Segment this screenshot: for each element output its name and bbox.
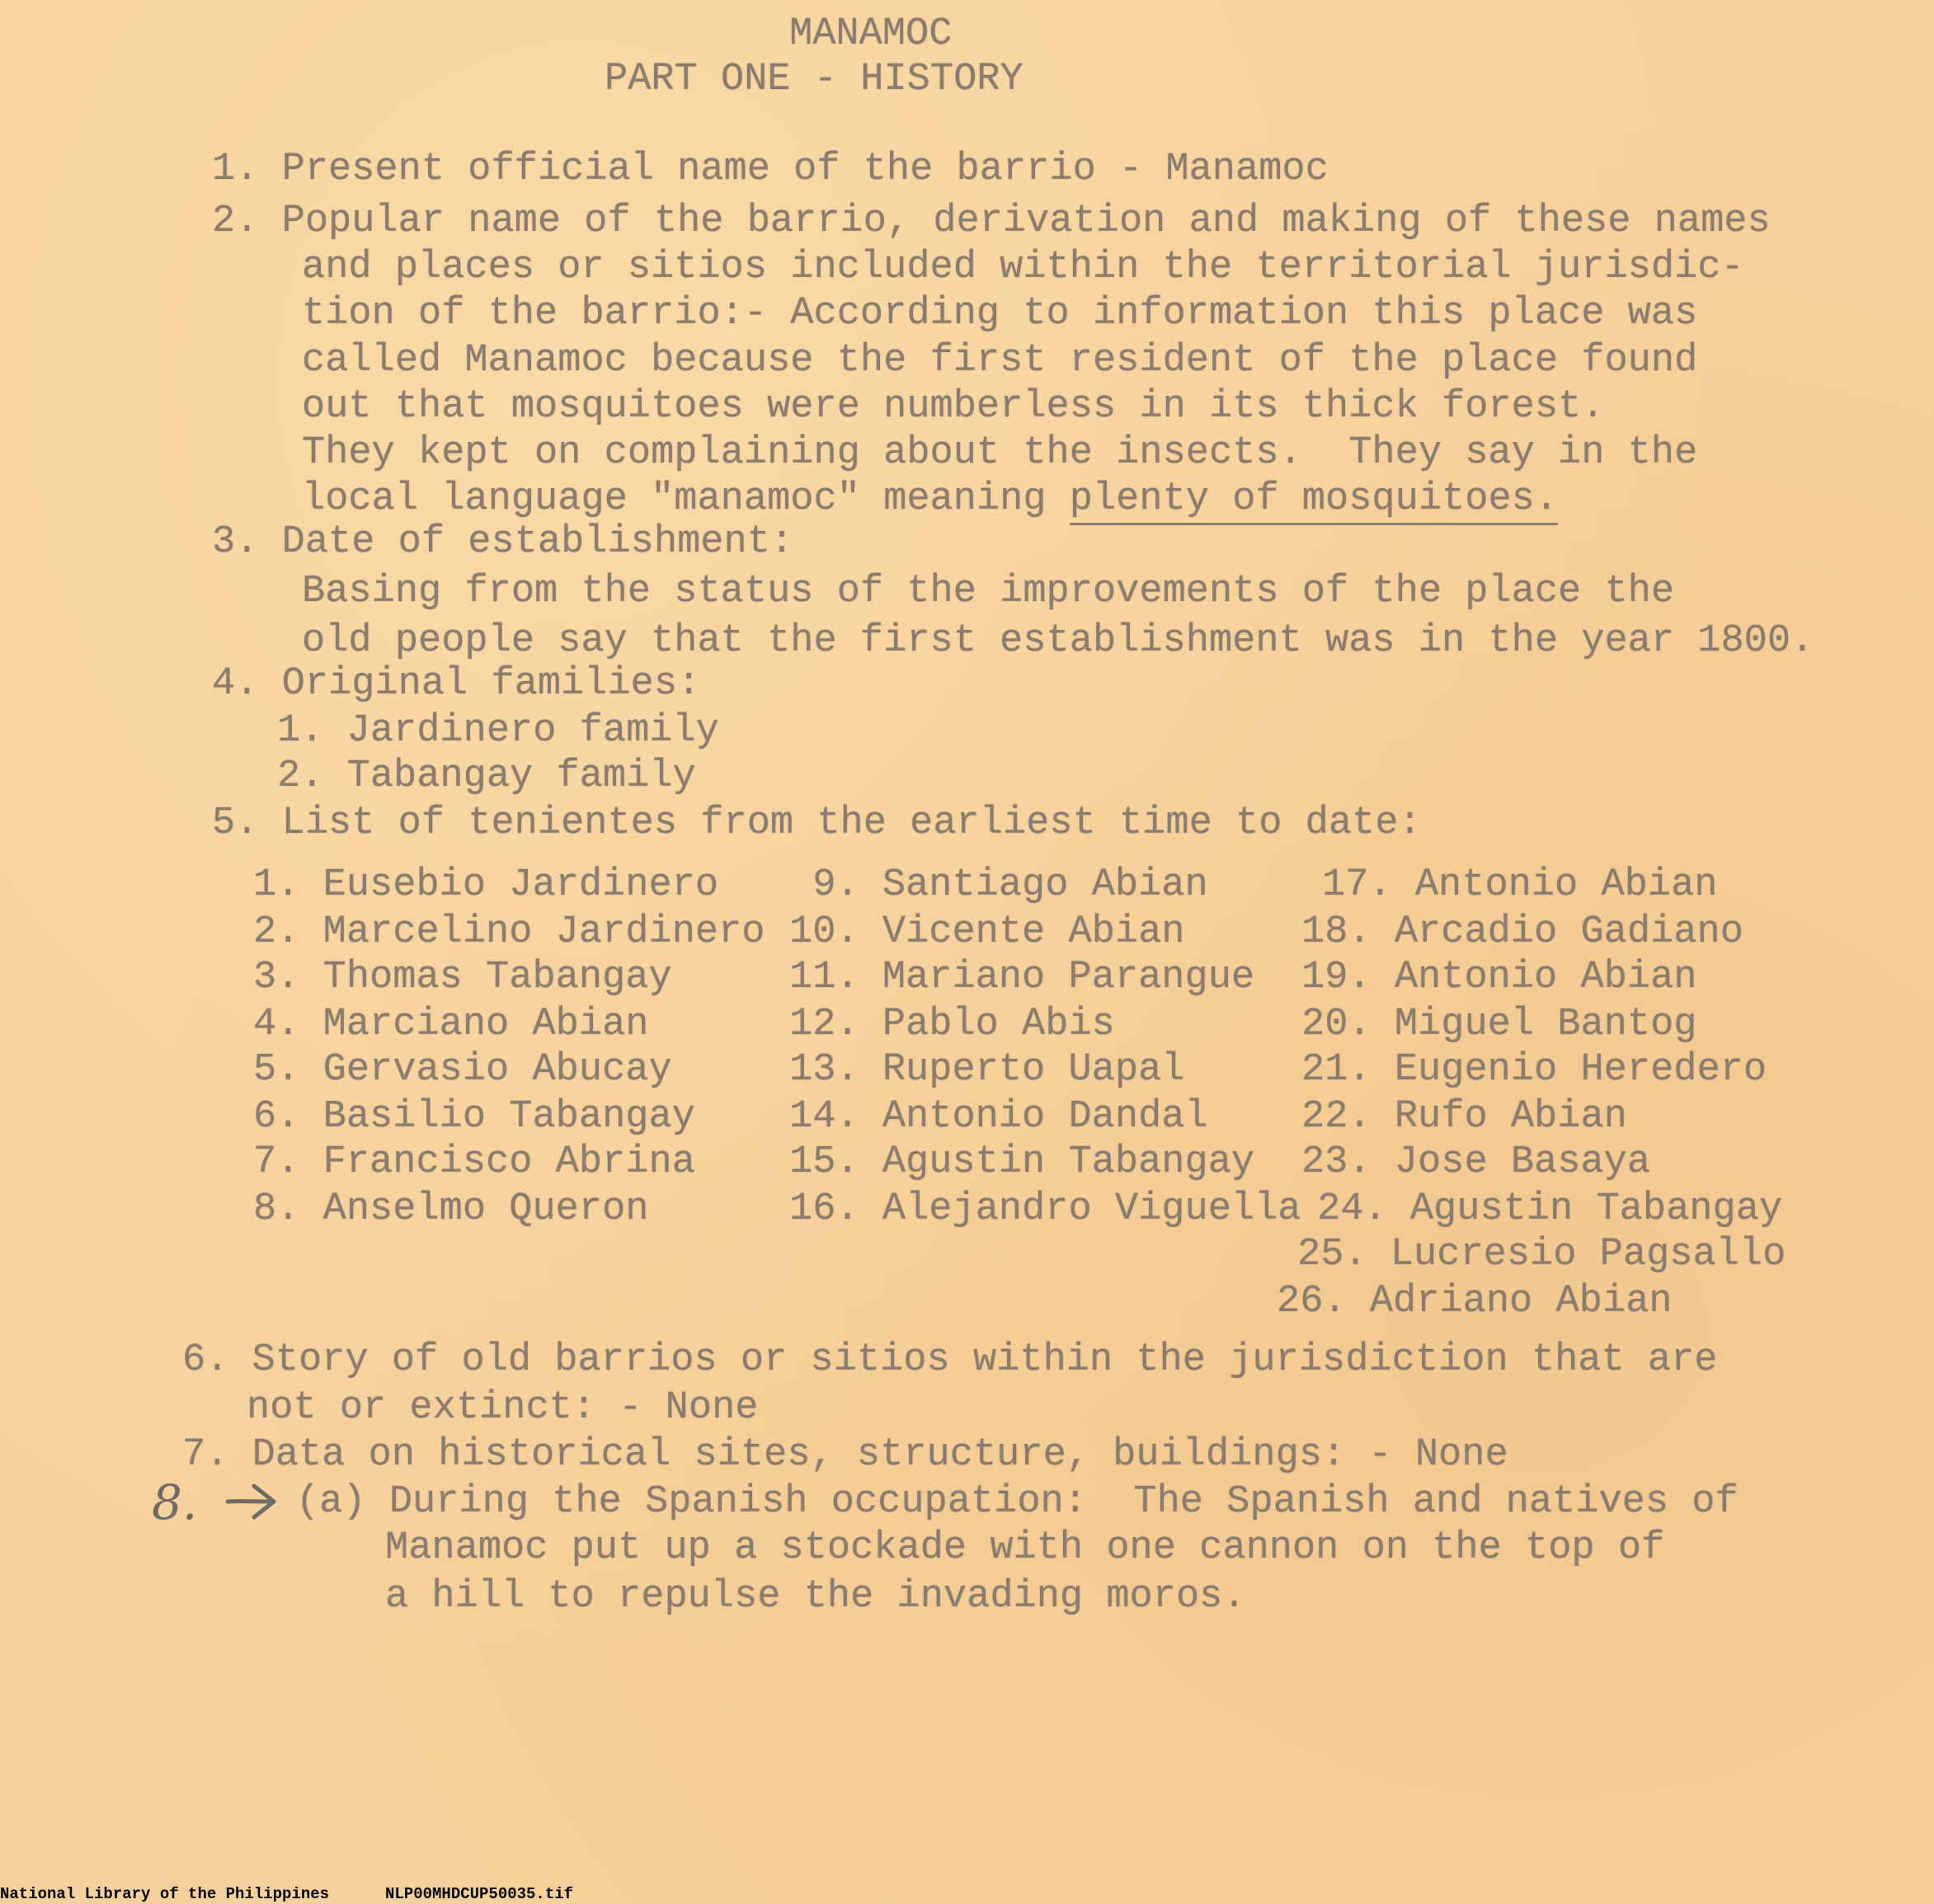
teniente-name: Adriano Abian [1369,1280,1673,1323]
teniente-number: 12. [789,1003,859,1046]
teniente-name: Santiago Abian [882,863,1208,907]
footer-library-name: National Library of the Philippines [0,1885,330,1903]
item-4-heading: 4. Original families: [212,662,701,706]
handwritten-arrow-icon [224,1481,279,1522]
teniente-name: Miguel Bantog [1394,1003,1697,1046]
teniente-number: 10. [789,910,859,954]
teniente-entry [1301,1094,1627,1140]
teniente-name: Marciano Abian [322,1003,649,1046]
teniente-entry [1277,1279,1673,1325]
teniente-name: Agustin Tabangay [1409,1187,1783,1231]
teniente-number: 24. [1317,1187,1387,1231]
teniente-name: Antonio Abian [1414,863,1718,907]
teniente-entry [1297,1232,1786,1278]
family-entry: 1. Jardinero family [277,709,719,753]
teniente-number: 15. [789,1140,859,1184]
item-2-line: tion of the barrio:- According to information this place was [302,292,1698,336]
teniente-number: 6. [253,1095,300,1139]
teniente-entry [1301,955,1697,1001]
teniente-number: 19. [1301,956,1372,999]
teniente-number: 16. [789,1187,859,1231]
teniente-number: 23. [1301,1140,1372,1184]
teniente-name: Marcelino Jardinero [322,910,765,954]
teniente-number: 20. [1301,1003,1372,1046]
teniente-name: Mariano Parangue [882,956,1255,999]
teniente-name: Rufo Abian [1394,1095,1627,1139]
teniente-number: 25. [1297,1233,1367,1276]
teniente-entry [1301,1140,1650,1186]
teniente-name: Alejandro Viguella [882,1187,1301,1231]
item-8-line: (a) During the Spanish occupation: The Spanish and natives of [296,1480,1739,1524]
document-title: MANAMOC [789,12,953,56]
teniente-name: Agustin Tabangay [882,1140,1255,1184]
teniente-entry [789,863,1208,909]
teniente-number: 5. [253,1048,300,1092]
teniente-name: Antonio Abian [1394,956,1697,999]
teniente-entry [253,1187,649,1233]
item-3-line: Basing from the status of the improvements of the place the [302,570,1675,614]
teniente-entry [1322,863,1718,909]
teniente-entry [1301,1047,1767,1093]
teniente-number: 13. [789,1048,859,1092]
teniente-entry [253,863,718,909]
teniente-name: Gervasio Abucay [322,1048,672,1092]
teniente-number: 8. [253,1187,300,1231]
handwritten-number: 8. [152,1474,198,1530]
item-2-line: and places or sitios included within the territorial jurisdic- [302,246,1744,289]
teniente-entry [1317,1187,1782,1233]
teniente-number: 9. [812,863,859,907]
teniente-entry [789,955,1254,1001]
item-7-historical-sites: 7. Data on historical sites, structure, buildings: - None [182,1433,1508,1477]
item-8-line: a hill to repulse the invading moros. [385,1575,1246,1619]
teniente-entry [253,1002,649,1048]
teniente-name: Jose Basaya [1394,1140,1651,1184]
item-2-line-text: local language "manamoc" meaning [302,477,1070,521]
teniente-entry [789,910,1185,956]
item-2-line [302,477,1558,523]
teniente-name: Vicente Abian [882,910,1185,954]
teniente-number: 22. [1301,1095,1372,1139]
teniente-entry [789,1047,1185,1093]
teniente-entry [789,1187,1301,1233]
footer-filename: NLP00MHDCUP50035.tif [385,1885,574,1903]
teniente-number: 21. [1301,1048,1372,1092]
teniente-name: Anselmo Queron [322,1187,649,1231]
teniente-name: Eugenio Heredero [1394,1048,1767,1092]
teniente-number: 2. [253,910,300,954]
teniente-number: 1. [253,863,300,907]
teniente-number: 7. [253,1140,300,1184]
item-2-line: They kept on complaining about the insects. They say in the [302,431,1698,475]
teniente-name: Lucresio Pagsallo [1390,1233,1786,1276]
teniente-entry [253,1140,695,1186]
teniente-name: Pablo Abis [882,1003,1115,1046]
teniente-entry [1301,1002,1697,1048]
teniente-entry [253,1047,672,1093]
underlined-meaning: plenty of mosquitoes. [1070,477,1558,525]
item-8-line: Manamoc put up a stockade with one cannon on the top of [385,1526,1665,1570]
teniente-entry [789,1002,1115,1048]
teniente-name: Basilio Tabangay [322,1095,695,1139]
item-5-heading: 5. List of tenientes from the earliest time to date: [212,802,1422,845]
item-2-line: 2. Popular name of the barrio, derivation and making of these names [212,200,1771,243]
item-6-line: 6. Story of old barrios or sitios within the jurisdiction that are [182,1338,1718,1382]
teniente-name: Thomas Tabangay [322,956,672,999]
teniente-number: 3. [253,956,300,999]
teniente-entry [1301,910,1743,956]
item-3-line: old people say that the first establishment was in the year 1800. [302,619,1814,663]
teniente-name: Eusebio Jardinero [322,863,719,907]
teniente-number: 18. [1301,910,1372,954]
teniente-name: Francisco Abrina [322,1140,695,1184]
teniente-entry [253,910,765,956]
teniente-entry [789,1140,1254,1186]
item-2-line: called Manamoc because the first resident of the place found [302,339,1698,383]
teniente-number: 17. [1322,863,1392,907]
teniente-name: Ruperto Uapal [882,1048,1185,1092]
teniente-name: Arcadio Gadiano [1394,910,1743,954]
teniente-entry [253,955,672,1001]
item-2-line: out that mosquitoes were numberless in its thick forest. [302,385,1605,429]
item-3-heading: 3. Date of establishment: [212,520,794,564]
item-6-line: not or extinct: - None [247,1386,759,1430]
teniente-name: Antonio Dandal [882,1095,1208,1139]
family-entry: 2. Tabangay family [277,755,696,798]
teniente-number: 4. [253,1003,300,1046]
teniente-number: 14. [789,1095,859,1139]
teniente-entry [789,1094,1208,1140]
teniente-entry [253,1094,695,1140]
document-subtitle: PART ONE - HISTORY [605,58,1023,101]
item-1-official-name: 1. Present official name of the barrio - Manamoc [212,148,1329,191]
teniente-number: 26. [1277,1280,1347,1323]
teniente-number: 11. [789,956,859,999]
